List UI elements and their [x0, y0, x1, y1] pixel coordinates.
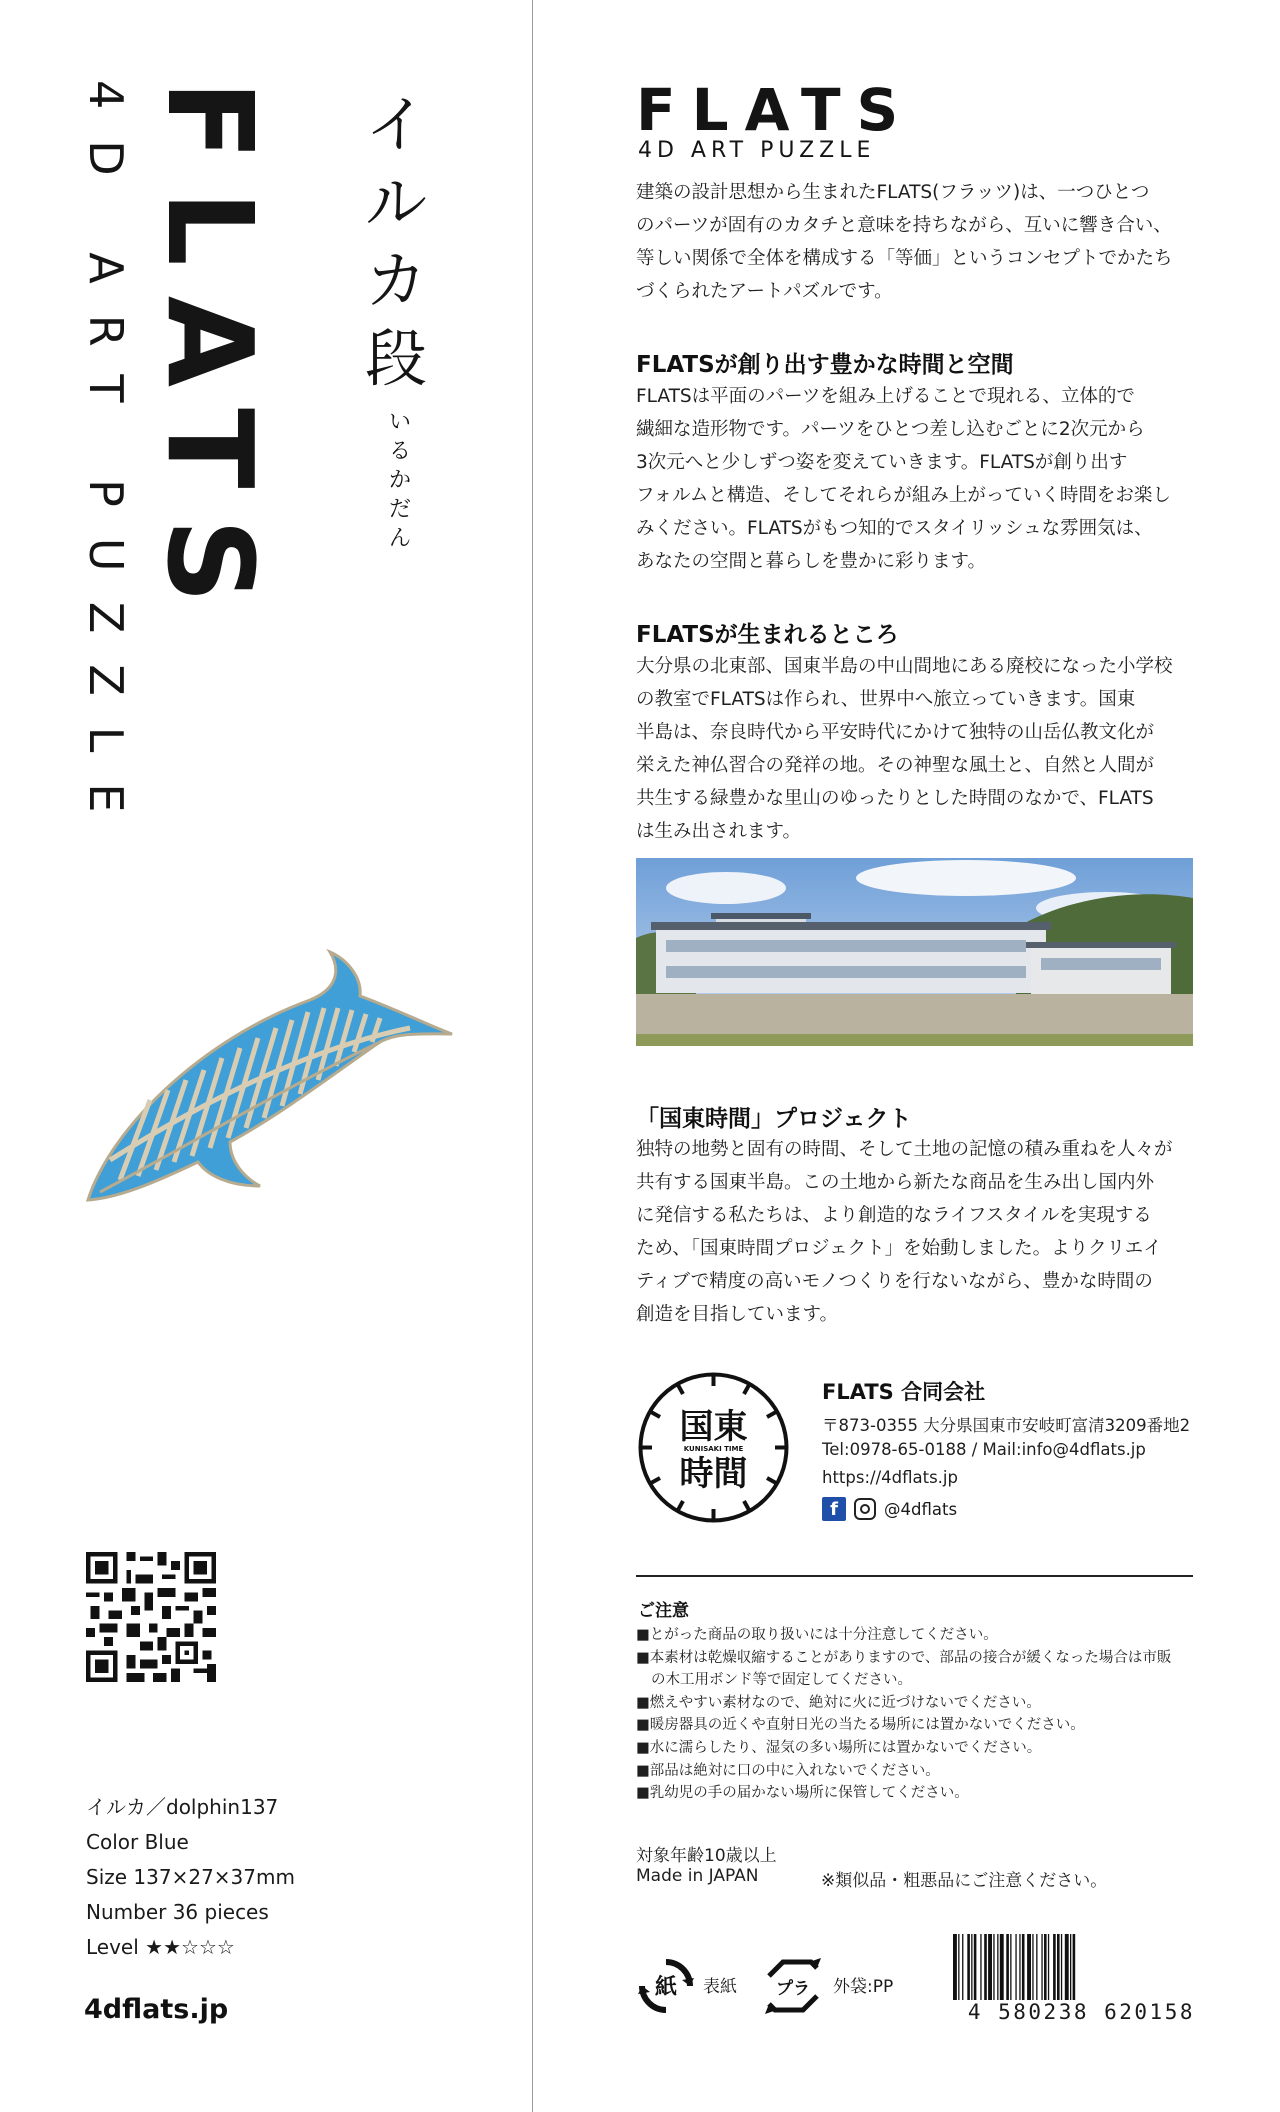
- paper-mark-text: 紙: [654, 1975, 678, 2000]
- intro-line: 建築の設計思想から生まれたFLATS(フラッツ)は、一つひとつ: [636, 182, 1150, 203]
- product-name-char: イ: [364, 88, 427, 161]
- spec-color: Color Blue: [86, 1830, 189, 1854]
- product-name-char: 段: [364, 322, 427, 395]
- intro-paragraph: [636, 176, 1236, 308]
- right-panel: [533, 0, 1280, 2112]
- emblem-top-text: 国東: [679, 1407, 748, 1447]
- vertical-brand: [141, 80, 279, 800]
- made-in: Made in JAPAN: [636, 1866, 759, 1886]
- spec-level: Level ★★☆☆☆: [86, 1935, 235, 1959]
- product-name-vertical: [360, 86, 432, 398]
- left-panel: [0, 0, 532, 2112]
- intro-line: のパーツが固有のカタチと意味を持ちながら、互いに響き合い、: [636, 215, 1172, 236]
- body-line: 創造を目指しています。: [636, 1304, 839, 1325]
- body-line: あなたの空間と暮らしを豊かに彩ります。: [636, 551, 987, 572]
- paper-recycle-icon: [636, 1956, 696, 2016]
- product-kana-char: ん: [388, 526, 411, 551]
- body-line: 半島は、奈良時代から平安時代にかけて独特の山岳仏教文化が: [636, 722, 1155, 743]
- company-url[interactable]: https://4dflats.jp: [822, 1468, 958, 1487]
- social-handle[interactable]: @4dflats: [884, 1499, 958, 1519]
- spec-number: Number 36 pieces: [86, 1900, 269, 1924]
- notes-divider: [636, 1575, 1193, 1577]
- body-line: FLATSは平面のパーツを組み上げることで現れる、立体的で: [636, 386, 1135, 407]
- body-line: 3次元へと少しずつ姿を変えていきます。FLATSが創り出す: [636, 452, 1128, 473]
- school-building-photo: [636, 858, 1193, 1046]
- note-item: ■本素材は乾燥収縮することがありますので、部品の接合が緩くなった場合は市販: [636, 1649, 1172, 1666]
- section-body-origin: [636, 650, 1236, 848]
- spec-size: Size 137×27×37mm: [86, 1865, 295, 1889]
- section-body-project: [636, 1133, 1236, 1331]
- body-line: みください。FLATSがもつ知的でスタイリッシュな雰囲気は、: [636, 518, 1153, 539]
- emblem-bottom-text: 時間: [679, 1454, 748, 1494]
- section-heading-origin: FLATSが生まれるところ: [636, 622, 899, 648]
- company-contact[interactable]: Tel:0978-65-0188 / Mail:info@4dflats.jp: [822, 1440, 1146, 1459]
- plastic-recycle-icon: [761, 1954, 825, 2018]
- plastic-mark-text: プラ: [776, 1979, 810, 1999]
- note-item: ■部品は絶対に口の中に入れないでください。: [636, 1762, 940, 1779]
- body-line: に発信する私たちは、より創造的なライフスタイルを実現する: [636, 1205, 1152, 1226]
- company-name: FLATS 合同会社: [822, 1380, 986, 1404]
- dolphin-puzzle-image: [80, 930, 460, 1220]
- product-name-char: カ: [364, 244, 427, 317]
- note-item: の木工用ボンド等で固定してください。: [651, 1672, 912, 1689]
- intro-line: づくられたアートパズルです。: [636, 281, 893, 302]
- notes-list: [636, 1624, 1196, 1805]
- product-kana-char: か: [388, 468, 411, 493]
- barcode-number: 4 580238 620158: [933, 2000, 1195, 2024]
- section-heading-project: 「国東時間」プロジェクト: [636, 1106, 912, 1132]
- product-specs: [86, 1790, 295, 1965]
- brand-logo-subtitle: 4D ART PUZZLE: [638, 138, 876, 163]
- note-item: ■燃えやすい素材なので、絶対に火に近づけないでください。: [636, 1694, 1041, 1711]
- social-links: [822, 1496, 957, 1522]
- product-kana-char: る: [388, 439, 411, 464]
- brand-logo: FLATS: [636, 76, 915, 144]
- website-link[interactable]: 4dflats.jp: [84, 1994, 229, 2025]
- qr-code[interactable]: [86, 1552, 216, 1682]
- imitation-caution: ※類似品・粗悪品にご注意ください。: [821, 1871, 1108, 1891]
- note-item: ■乳幼児の手の届かない場所に保管してください。: [636, 1785, 969, 1802]
- note-item: ■暖房器具の近くや直射日光の当たる場所には置かないでください。: [636, 1717, 1085, 1734]
- body-line: の教室でFLATSは作られ、世界中へ旅立っていきます。国東: [636, 689, 1136, 710]
- emblem-middle-text: KUNISAKI TIME: [683, 1445, 744, 1453]
- body-line: ティブで精度の高いモノつくりを行ないながら、豊かな時間の: [636, 1271, 1153, 1292]
- instagram-icon[interactable]: [854, 1498, 876, 1520]
- kunisaki-time-emblem: [636, 1370, 791, 1525]
- section-heading-time-space: FLATSが創り出す豊かな時間と空間: [636, 352, 1014, 378]
- target-age: 対象年齢10歳以上: [636, 1846, 777, 1866]
- section-body-time-space: [636, 380, 1236, 578]
- vertical-brand-text: FLATS: [141, 80, 279, 634]
- paper-recycle-label: 表紙: [703, 1977, 737, 1997]
- spec-name: イルカ／dolphin137: [86, 1795, 279, 1819]
- body-line: 共有する国東半島。この土地から新たな商品を生み出し国内外: [636, 1172, 1155, 1193]
- product-kana-vertical: [385, 408, 415, 553]
- body-line: ため、「国東時間プロジェクト」を始動しました。よりクリエイ: [636, 1238, 1162, 1259]
- notes-title: ご注意: [638, 1601, 689, 1621]
- product-kana-char: い: [388, 410, 411, 435]
- plastic-recycle-label: 外袋:PP: [833, 1977, 894, 1997]
- body-line: 繊細な造形物です。パーツをひとつ差し込むごとに2次元から: [636, 419, 1145, 440]
- vertical-subtitle: [79, 80, 136, 844]
- body-line: 独特の地勢と固有の時間、そして土地の記憶の積み重ねを人々が: [636, 1139, 1173, 1160]
- vertical-subtitle-text: 4D ART PUZZLE: [79, 80, 133, 844]
- body-line: は生み出されます。: [636, 821, 802, 842]
- body-line: フォルムと構造、そしてそれらが組み上がっていく時間をお楽し: [636, 485, 1171, 506]
- body-line: 栄えた神仏習合の発祥の地。その神聖な風土と、自然と人間が: [636, 755, 1155, 776]
- note-item: ■水に濡らしたり、湿気の多い場所には置かないでください。: [636, 1739, 1042, 1756]
- product-kana-char: だ: [388, 497, 411, 522]
- body-line: 大分県の北東部、国東半島の中山間地にある廃校になった小学校: [636, 656, 1173, 677]
- product-name-char: ル: [364, 166, 427, 239]
- note-item: ■とがった商品の取り扱いには十分注意してください。: [636, 1627, 998, 1643]
- body-line: 共生する緑豊かな里山のゆったりとした時間のなかで、FLATS: [636, 788, 1154, 809]
- company-address: 〒873-0355 大分県国東市安岐町富清3209番地2: [822, 1416, 1191, 1435]
- facebook-icon[interactable]: f: [822, 1497, 846, 1521]
- intro-line: 等しい関係で全体を構成する「等価」というコンセプトでかたち: [636, 248, 1173, 269]
